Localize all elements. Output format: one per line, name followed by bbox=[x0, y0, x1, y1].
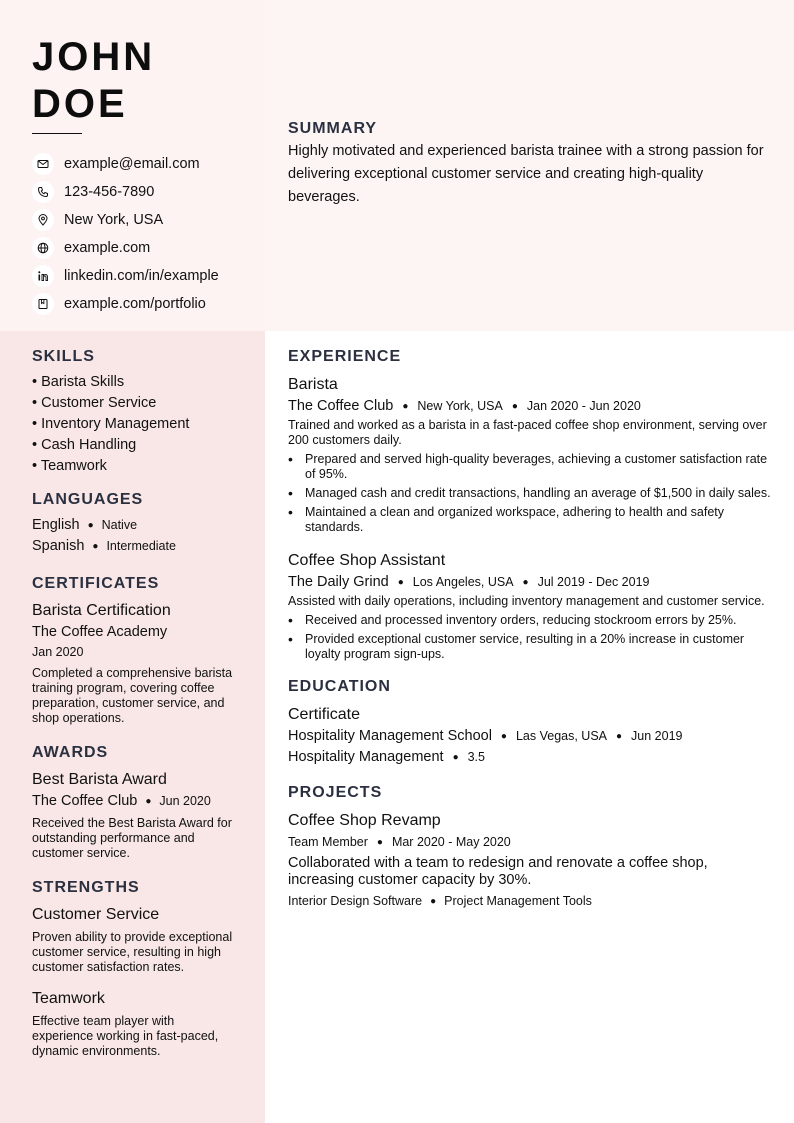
separator-dot: ● bbox=[145, 796, 152, 807]
contact-linkedin[interactable] bbox=[32, 262, 260, 290]
location-pin-icon bbox=[32, 209, 54, 231]
job-dates: Jul 2019 - Dec 2019 bbox=[537, 575, 650, 589]
skills-heading: SKILLS bbox=[32, 348, 95, 365]
linkedin-icon bbox=[32, 265, 54, 287]
project-description: Collaborated with a team to redesign and renovate a coffee shop, increasing customer capacity by 30%. bbox=[288, 855, 708, 888]
award-meta bbox=[32, 791, 237, 812]
strength-description: Proven ability to provide exceptional customer service, resulting in high customer satisfaction rates. bbox=[32, 930, 233, 974]
education-degree: Certificate bbox=[288, 706, 361, 723]
education-gpa: 3.5 bbox=[467, 750, 485, 764]
contact-location bbox=[32, 206, 260, 234]
globe-icon bbox=[32, 237, 54, 259]
skills-section bbox=[32, 348, 237, 477]
project-role: Team Member bbox=[288, 835, 368, 849]
job-location: Los Angeles, USA bbox=[412, 575, 514, 589]
email-icon bbox=[32, 153, 54, 175]
name-last: DOE bbox=[32, 82, 128, 126]
job-bullet: • Received and processed inventory orders, reducing stockroom errors by 25%. bbox=[288, 613, 772, 628]
summary-text: Highly motivated and experienced barista trainee with a strong passion for delivering exceptional customer service and creating high-quality beverages. bbox=[288, 143, 764, 205]
awards-section bbox=[32, 744, 237, 861]
education-field-row bbox=[288, 747, 772, 768]
job-entry bbox=[288, 549, 772, 662]
projects-heading: PROJECTS bbox=[288, 784, 383, 801]
experience-heading: EXPERIENCE bbox=[288, 348, 402, 365]
candidate-name bbox=[32, 34, 155, 128]
strengths-section bbox=[32, 879, 237, 1059]
award-issuer: The Coffee Club bbox=[32, 793, 138, 809]
contact-phone-text: 123-456-7890 bbox=[64, 184, 155, 200]
separator-dot: ● bbox=[616, 731, 623, 742]
project-tools bbox=[288, 891, 772, 912]
job-meta bbox=[288, 572, 772, 593]
education-location: Las Vegas, USA bbox=[515, 729, 607, 743]
right-column bbox=[288, 348, 772, 928]
left-column bbox=[32, 348, 237, 1073]
certificates-section bbox=[32, 575, 237, 726]
award-title: Best Barista Award bbox=[32, 771, 167, 788]
project-title: Coffee Shop Revamp bbox=[288, 812, 441, 829]
job-bullet: • Maintained a clean and organized workspace, adhering to health and safety standards. bbox=[288, 505, 772, 535]
certificates-heading: CERTIFICATES bbox=[32, 575, 160, 592]
separator-dot: ● bbox=[397, 577, 404, 588]
project-meta bbox=[288, 832, 772, 853]
certificate-issuer: The Coffee Academy bbox=[32, 624, 168, 640]
education-field: Hospitality Management bbox=[288, 749, 444, 765]
language-item bbox=[32, 536, 237, 557]
job-description: Assisted with daily operations, including inventory management and customer service. bbox=[288, 594, 765, 608]
separator-dot: ● bbox=[376, 837, 383, 848]
name-first: JOHN bbox=[32, 35, 156, 79]
separator-dot: ● bbox=[402, 401, 409, 412]
award-description: Received the Best Barista Award for outstanding performance and customer service. bbox=[32, 816, 232, 860]
skill-item: • Customer Service bbox=[32, 395, 157, 411]
job-entry bbox=[288, 373, 772, 535]
contact-portfolio[interactable] bbox=[32, 290, 260, 318]
contact-location-text: New York, USA bbox=[64, 212, 164, 228]
certificate-date: Jan 2020 bbox=[32, 645, 84, 659]
skill-item: • Barista Skills bbox=[32, 374, 125, 390]
phone-icon bbox=[32, 181, 54, 203]
separator-dot: ● bbox=[92, 541, 99, 552]
job-meta bbox=[288, 396, 772, 417]
job-bullet: • Provided exceptional customer service, resulting in a 20% increase in customer loyalty program sign-ups. bbox=[288, 632, 772, 662]
contact-portfolio-text: example.com/portfolio bbox=[64, 296, 206, 312]
separator-dot: ● bbox=[430, 896, 437, 907]
education-school: Hospitality Management School bbox=[288, 728, 492, 744]
separator-dot: ● bbox=[511, 401, 518, 412]
education-heading: EDUCATION bbox=[288, 678, 391, 695]
summary-section bbox=[288, 120, 772, 209]
language-level: Intermediate bbox=[106, 539, 176, 553]
portfolio-icon bbox=[32, 293, 54, 315]
education-section bbox=[288, 678, 772, 768]
language-name: Spanish bbox=[32, 538, 85, 554]
skill-item: • Inventory Management bbox=[32, 416, 190, 432]
job-company: The Coffee Club bbox=[288, 398, 394, 414]
certificate-title: Barista Certification bbox=[32, 602, 171, 619]
separator-dot: ● bbox=[522, 577, 529, 588]
contact-email-text: example@email.com bbox=[64, 156, 200, 172]
project-tool: Project Management Tools bbox=[444, 894, 592, 908]
experience-section bbox=[288, 348, 772, 662]
job-bullet-list bbox=[288, 613, 772, 662]
job-title: Coffee Shop Assistant bbox=[288, 552, 446, 569]
contact-email[interactable] bbox=[32, 150, 260, 178]
separator-dot: ● bbox=[500, 731, 507, 742]
job-location: New York, USA bbox=[417, 399, 503, 413]
job-bullet: • Prepared and served high-quality beverages, achieving a customer satisfaction rate of 95%. bbox=[288, 452, 772, 482]
awards-heading: AWARDS bbox=[32, 744, 109, 761]
languages-heading: LANGUAGES bbox=[32, 491, 144, 508]
award-date: Jun 2020 bbox=[159, 794, 211, 808]
strength-description: Effective team player with experience working in fast-paced, dynamic environments. bbox=[32, 1014, 219, 1058]
name-divider bbox=[32, 133, 82, 134]
language-name: English bbox=[32, 517, 80, 533]
education-date: Jun 2019 bbox=[631, 729, 683, 743]
project-dates: Mar 2020 - May 2020 bbox=[391, 835, 511, 849]
skill-item: • Teamwork bbox=[32, 458, 107, 474]
contact-linkedin-text: linkedin.com/in/example bbox=[64, 268, 219, 284]
certificate-description: Completed a comprehensive barista training program, covering coffee preparation, customer service, and shop operations. bbox=[32, 666, 233, 725]
strengths-heading: STRENGTHS bbox=[32, 879, 140, 896]
job-dates: Jan 2020 - Jun 2020 bbox=[526, 399, 641, 413]
job-company: The Daily Grind bbox=[288, 574, 389, 590]
separator-dot: ● bbox=[87, 520, 94, 531]
job-bullet: • Managed cash and credit transactions, handling an average of $1,500 in daily sales. bbox=[288, 486, 772, 501]
strength-title: Teamwork bbox=[32, 990, 105, 1007]
job-bullet-list bbox=[288, 452, 772, 535]
education-meta bbox=[288, 726, 772, 747]
contact-website-text: example.com bbox=[64, 240, 151, 256]
contact-phone[interactable] bbox=[32, 178, 260, 206]
projects-section bbox=[288, 784, 772, 912]
summary-heading: SUMMARY bbox=[288, 120, 378, 137]
job-description: Trained and worked as a barista in a fast-paced coffee shop environment, serving over 200 customers daily. bbox=[288, 418, 767, 447]
project-tool: Interior Design Software bbox=[288, 894, 423, 908]
language-level: Native bbox=[101, 518, 138, 532]
language-item bbox=[32, 515, 237, 536]
contact-website[interactable] bbox=[32, 234, 260, 262]
separator-dot: ● bbox=[452, 752, 459, 763]
languages-section bbox=[32, 491, 237, 557]
skill-item: • Cash Handling bbox=[32, 437, 137, 453]
contact-list bbox=[32, 150, 260, 318]
strength-title: Customer Service bbox=[32, 906, 160, 923]
job-title: Barista bbox=[288, 376, 338, 393]
